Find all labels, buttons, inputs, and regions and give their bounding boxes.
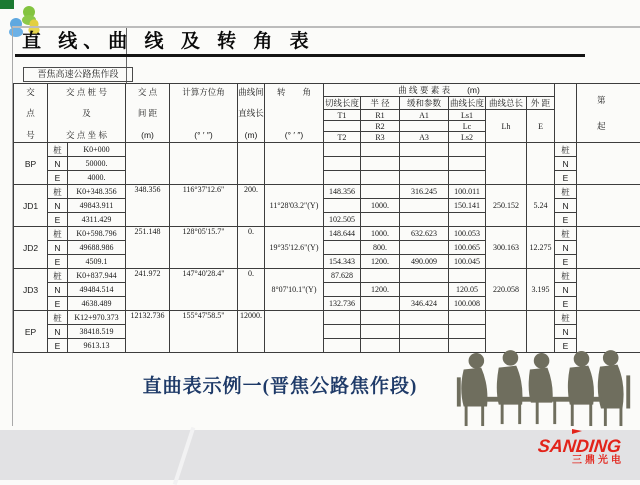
a-value: 490.009	[400, 255, 449, 269]
r-value: 1000.	[361, 227, 400, 241]
stake-coord-value: K0+598.796	[68, 227, 126, 241]
stub-label: N	[48, 241, 68, 255]
stub-label-right: E	[555, 339, 577, 353]
t-value	[324, 157, 361, 171]
a-value	[400, 241, 449, 255]
a-value	[400, 199, 449, 213]
stub-label-right: 桩	[555, 227, 577, 241]
r-value	[361, 311, 400, 325]
stub-label: 桩	[48, 227, 68, 241]
a-value	[400, 269, 449, 283]
t-value	[324, 241, 361, 255]
stub-label-right: N	[555, 199, 577, 213]
table-row	[14, 185, 640, 199]
stub-label-right: N	[555, 157, 577, 171]
header-t-mid	[324, 121, 361, 132]
r-value: 1200.	[361, 255, 400, 269]
azimuth-value: 116°37'12.6"	[170, 185, 238, 227]
t-value	[324, 339, 361, 353]
header-spacing: 交 点 间 距 (m)	[126, 84, 170, 143]
header-jd-number: 交 点 号	[14, 84, 48, 143]
stake-coord-value: K0+348.356	[68, 185, 126, 199]
ls-value: 120.05	[449, 283, 486, 297]
header-e: E	[527, 110, 555, 143]
angle-value: 8°07'10.1"(Y)	[265, 269, 324, 311]
a-value: 632.623	[400, 227, 449, 241]
stub-label: 桩	[48, 185, 68, 199]
header-t1: T1	[324, 110, 361, 121]
sanding-logo	[538, 437, 638, 467]
stake-coord-value: 4000.	[68, 171, 126, 185]
stub-label: E	[48, 171, 68, 185]
stake-coord-value: 4509.1	[68, 255, 126, 269]
header-line-length: 曲线间 直线长 (m)	[238, 84, 265, 143]
header-spiral-param: 缓和参数	[400, 97, 449, 110]
stake-coord-value: K0+837.944	[68, 269, 126, 283]
r-value	[361, 325, 400, 339]
angle-value	[265, 143, 324, 185]
angle-value	[265, 311, 324, 353]
a-value	[400, 143, 449, 157]
stub-label-right: E	[555, 171, 577, 185]
header-t2: T2	[324, 132, 361, 143]
header-ls2: Ls2	[449, 132, 486, 143]
t-value	[324, 199, 361, 213]
r-value	[361, 157, 400, 171]
ls-value	[449, 157, 486, 171]
r-value: 1200.	[361, 283, 400, 297]
logo-wordmark: SANDING	[537, 437, 639, 455]
line-length-value	[238, 143, 265, 185]
a-value	[400, 311, 449, 325]
t-value	[324, 171, 361, 185]
table-row	[14, 269, 640, 283]
header-external: 外 距	[527, 97, 555, 110]
line-length-value: 0.	[238, 269, 265, 311]
spacing-value	[126, 143, 170, 185]
header-r3: R3	[361, 132, 400, 143]
table-body	[14, 143, 640, 353]
stub-label-right: N	[555, 325, 577, 339]
ls-value	[449, 143, 486, 157]
header-curve-length: 曲线长度	[449, 97, 486, 110]
header-ls1: Ls1	[449, 110, 486, 121]
r-value	[361, 143, 400, 157]
stake-coord-value: 49484.514	[68, 283, 126, 297]
group-label: JD3	[14, 269, 48, 311]
angle-value: 19°35'12.6"(Y)	[265, 227, 324, 269]
header-right-stub	[555, 84, 577, 143]
stub-label: 桩	[48, 311, 68, 325]
lh-value: 300.163	[486, 227, 527, 269]
azimuth-value: 155°47'58.5"	[170, 311, 238, 353]
ls-value: 100.065	[449, 241, 486, 255]
clipped-cell	[577, 143, 640, 185]
line-length-value: 12000.	[238, 311, 265, 353]
stub-label: N	[48, 283, 68, 297]
a-value	[400, 339, 449, 353]
e-value: 5.24	[527, 185, 555, 227]
header-clipped-column: 第 起	[577, 84, 640, 143]
lh-value: 250.152	[486, 185, 527, 227]
stub-label-right: 桩	[555, 185, 577, 199]
stake-coord-value: 49688.986	[68, 241, 126, 255]
stake-coord-value: K12+970.373	[68, 311, 126, 325]
t-value: 148.644	[324, 227, 361, 241]
header-lc: Lc	[449, 121, 486, 132]
header-stake-coord: 交 点 桩 号 及 交 点 坐 标	[48, 84, 126, 143]
header-a3: A3	[400, 132, 449, 143]
stub-label: N	[48, 157, 68, 171]
r-value	[361, 297, 400, 311]
r-value	[361, 269, 400, 283]
ls-value: 100.053	[449, 227, 486, 241]
project-name: 晋焦高速公路焦作段	[23, 67, 133, 82]
lh-value: 220.058	[486, 269, 527, 311]
azimuth-value	[170, 143, 238, 185]
lh-value	[486, 143, 527, 185]
t-value	[324, 143, 361, 157]
header-lh: Lh	[486, 110, 527, 143]
clipped-cell	[577, 185, 640, 227]
table-row	[14, 311, 640, 325]
line-length-value: 0.	[238, 227, 265, 269]
angle-value: 11°28'03.2"(Y)	[265, 185, 324, 227]
azimuth-value: 128°05'15.7"	[170, 227, 238, 269]
stake-coord-value: 49843.911	[68, 199, 126, 213]
table-row	[14, 227, 640, 241]
a-value	[400, 213, 449, 227]
header-r1: R1	[361, 110, 400, 121]
a-value	[400, 283, 449, 297]
stub-label: E	[48, 213, 68, 227]
stub-label: 桩	[48, 269, 68, 283]
group-label: JD2	[14, 227, 48, 269]
t-value: 154.343	[324, 255, 361, 269]
header-radius: 半 径	[361, 97, 400, 110]
t-value	[324, 325, 361, 339]
stake-coord-value: 4311.429	[68, 213, 126, 227]
t-value	[324, 283, 361, 297]
table-title: 直 线、曲 线 及 转 角 表	[15, 30, 585, 57]
clipped-cell	[577, 269, 640, 311]
stub-label: N	[48, 199, 68, 213]
stub-label: N	[48, 325, 68, 339]
stake-coord-value: 38418.519	[68, 325, 126, 339]
a-value	[400, 171, 449, 185]
e-value: 12.275	[527, 227, 555, 269]
a-value: 346.424	[400, 297, 449, 311]
stake-coord-value: 4638.489	[68, 297, 126, 311]
line-length-value: 200.	[238, 185, 265, 227]
header-a1: A1	[400, 110, 449, 121]
ls-value: 150.141	[449, 199, 486, 213]
slide-caption: 直曲表示例一(晋焦公路焦作段)	[90, 371, 470, 398]
a-value	[400, 157, 449, 171]
clipped-cell	[577, 227, 640, 269]
stub-label-right: 桩	[555, 143, 577, 157]
stake-coord-value: K0+000	[68, 143, 126, 157]
group-label: BP	[14, 143, 48, 185]
r-value: 1000.	[361, 199, 400, 213]
stub-label-right: 桩	[555, 269, 577, 283]
t-value	[324, 311, 361, 325]
stake-coord-value: 50000.	[68, 157, 126, 171]
ls-value	[449, 311, 486, 325]
azimuth-value: 147°40'28.4"	[170, 269, 238, 311]
group-label: JD1	[14, 185, 48, 227]
meeting-people-silhouette	[452, 346, 637, 434]
r-value	[361, 339, 400, 353]
logo-chinese-name: 三鼎光电	[572, 455, 638, 467]
header-curve-elements: 曲 线 要 素 表 (m)	[324, 84, 555, 97]
header-curve-total: 曲线总长	[486, 97, 527, 110]
t-value: 148.356	[324, 185, 361, 199]
header-a-mid	[400, 121, 449, 132]
header-azimuth: 计算方位角 (° ′ ″)	[170, 84, 238, 143]
stub-label-right: N	[555, 283, 577, 297]
ls-value	[449, 269, 486, 283]
ls-value: 100.045	[449, 255, 486, 269]
stake-coord-value: 9613.13	[68, 339, 126, 353]
spacing-value: 241.972	[126, 269, 170, 311]
header-r2: R2	[361, 121, 400, 132]
stub-label: E	[48, 339, 68, 353]
ls-value: 100.008	[449, 297, 486, 311]
alignment-table	[13, 83, 640, 353]
ls-value	[449, 213, 486, 227]
spacing-value: 348.356	[126, 185, 170, 227]
a-value: 316.245	[400, 185, 449, 199]
stub-label: 桩	[48, 143, 68, 157]
r-value: 800.	[361, 241, 400, 255]
footer-diagonal-line	[173, 427, 195, 485]
stub-label-right: 桩	[555, 311, 577, 325]
spacing-value: 251.148	[126, 227, 170, 269]
stub-label: E	[48, 297, 68, 311]
e-value: 3.195	[527, 269, 555, 311]
stub-label-right: E	[555, 255, 577, 269]
ls-value	[449, 325, 486, 339]
a-value	[400, 325, 449, 339]
stub-label: E	[48, 255, 68, 269]
spacing-value: 12132.736	[126, 311, 170, 353]
stub-label-right: N	[555, 241, 577, 255]
ls-value: 100.011	[449, 185, 486, 199]
r-value	[361, 171, 400, 185]
t-value: 102.505	[324, 213, 361, 227]
r-value	[361, 185, 400, 199]
stub-label-right: E	[555, 213, 577, 227]
table-row	[14, 143, 640, 157]
ls-value	[449, 171, 486, 185]
t-value: 87.628	[324, 269, 361, 283]
t-value: 132.736	[324, 297, 361, 311]
stub-label-right: E	[555, 297, 577, 311]
e-value	[527, 143, 555, 185]
header-deflection-angle: 转 角 (° ′ ″)	[265, 84, 324, 143]
header-tangent: 切线长度	[324, 97, 361, 110]
r-value	[361, 213, 400, 227]
group-label: EP	[14, 311, 48, 353]
